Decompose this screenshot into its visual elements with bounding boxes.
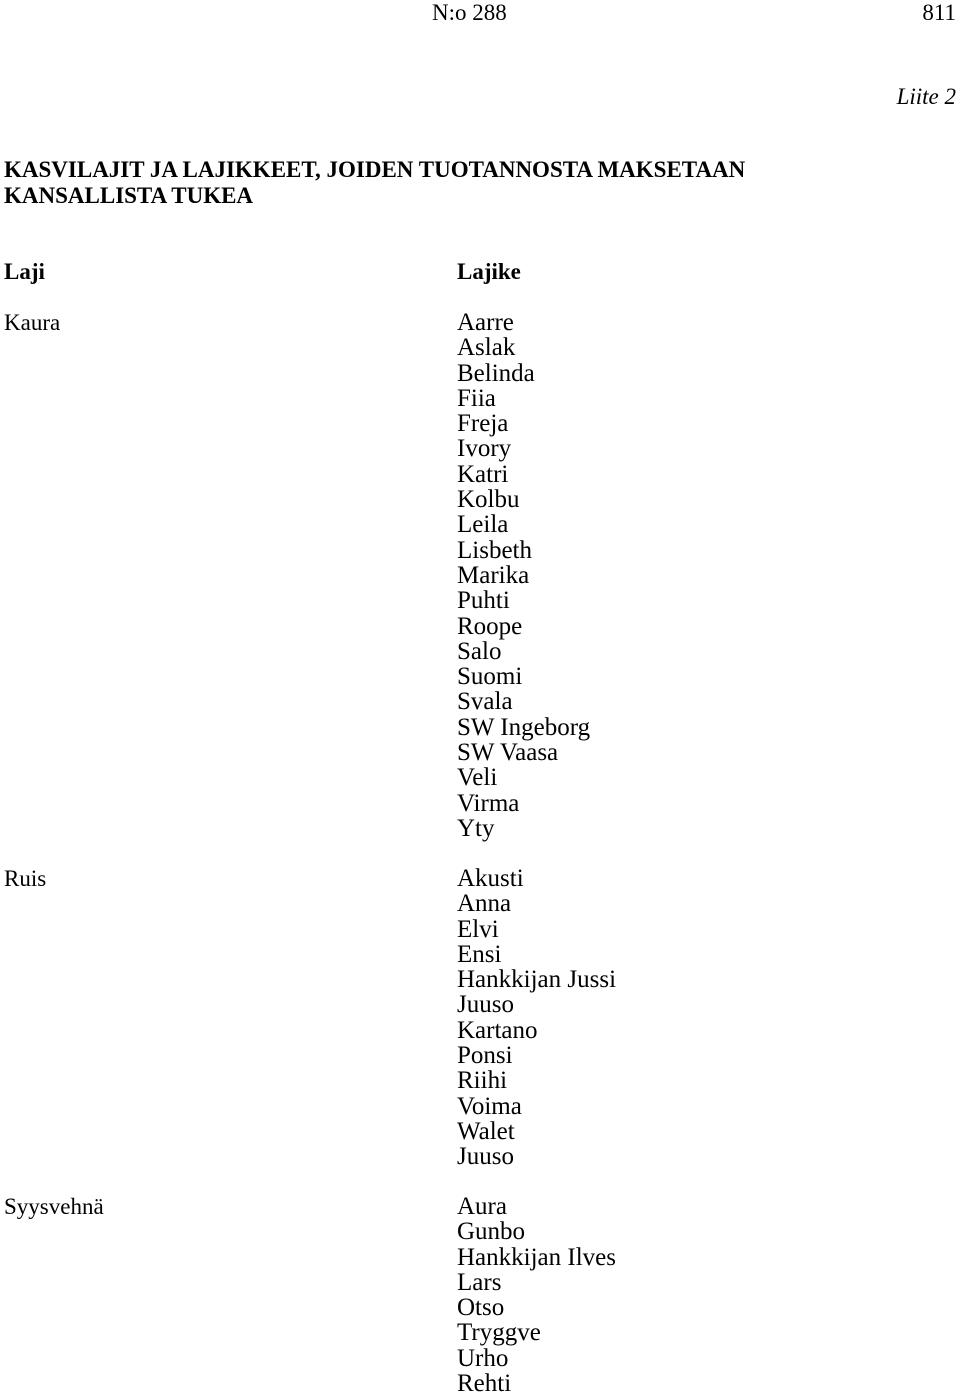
variety-item: Katri: [457, 460, 509, 488]
variety-item: Rehti: [457, 1370, 512, 1397]
variety-item: Ivory: [457, 435, 512, 463]
species-name: Kaura: [4, 310, 61, 335]
variety-item: Akusti: [457, 865, 524, 892]
variety-item: Ponsi: [457, 1042, 513, 1070]
variety-item: Kolbu: [457, 486, 520, 514]
variety-item: SW Ingeborg: [457, 713, 591, 741]
variety-item: Gunbo: [457, 1218, 526, 1246]
variety-list: [457, 866, 616, 1170]
variety-item: Tryggve: [457, 1319, 541, 1347]
document-number: N:o 288: [432, 0, 507, 25]
column-header-species: Laji: [4, 259, 45, 284]
variety-item: Aarre: [457, 309, 514, 336]
variety-item: Riihi: [457, 1067, 508, 1095]
variety-item: Salo: [457, 637, 502, 665]
variety-item: Freja: [457, 410, 509, 438]
variety-item: Ensi: [457, 940, 502, 968]
variety-item: Virma: [457, 789, 520, 817]
variety-item: Yty: [457, 814, 495, 842]
variety-item: Aura: [457, 1193, 507, 1220]
variety-item: Voima: [457, 1092, 522, 1120]
variety-item: Roope: [457, 612, 523, 640]
column-header-variety: Lajike: [457, 259, 521, 284]
page-number: 811: [922, 0, 956, 25]
variety-item: Aslak: [457, 334, 516, 362]
variety-list: [457, 1194, 616, 1396]
document-title-line-2: KANSALLISTA TUKEA: [4, 183, 254, 208]
variety-item: Hankkijan Jussi: [457, 966, 617, 994]
variety-item: Belinda: [457, 359, 535, 387]
variety-item: Otso: [457, 1294, 505, 1322]
variety-item: Puhti: [457, 587, 510, 615]
variety-item: Fiia: [457, 384, 496, 412]
variety-item: Kartano: [457, 1016, 538, 1044]
variety-item: Urho: [457, 1344, 509, 1372]
variety-item: Lars: [457, 1268, 502, 1296]
species-name: Ruis: [4, 866, 47, 891]
document-title: [4, 157, 745, 209]
species-name: Syysvehnä: [4, 1194, 104, 1219]
variety-item: Veli: [457, 764, 498, 792]
variety-item: SW Vaasa: [457, 739, 559, 767]
variety-list: [457, 310, 590, 841]
variety-item: Svala: [457, 688, 513, 716]
annex-label: Liite 2: [896, 84, 956, 109]
variety-item: Juuso: [457, 1143, 514, 1171]
variety-item: Lisbeth: [457, 536, 532, 564]
variety-item: Anna: [457, 890, 512, 918]
variety-item: Leila: [457, 511, 509, 539]
document-title-line-1: KASVILAJIT JA LAJIKKEET, JOIDEN TUOTANNOSTA MAKSETAAN: [4, 157, 746, 182]
variety-item: Hankkijan Ilves: [457, 1243, 616, 1271]
variety-item: Suomi: [457, 663, 523, 691]
variety-item: Juuso: [457, 991, 514, 1019]
variety-item: Marika: [457, 561, 530, 589]
variety-item: Walet: [457, 1117, 515, 1145]
variety-item: Elvi: [457, 915, 499, 943]
